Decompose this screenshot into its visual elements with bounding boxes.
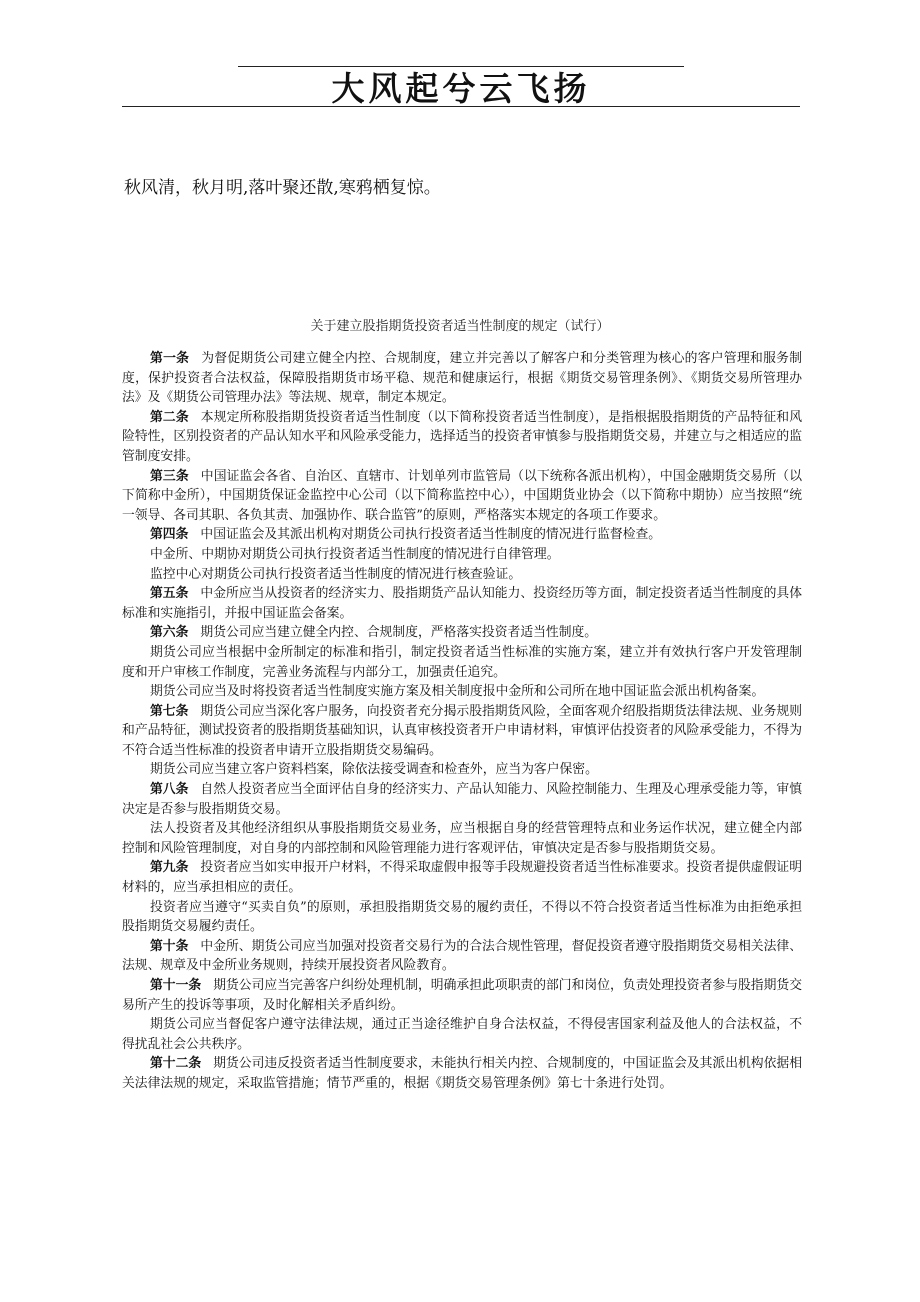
article-paragraph	[122, 976, 802, 1015]
article-text: 为督促期货公司建立健全内控、合规制度，建立并完善以了解客户和分类管理为核心的客户管理和服务制度，保护投资者合法权益，保障股指期货市场平稳、规范和健康运行，根据《期货交易管理条例》、《期货交易所管理办法》及《期货公司管理办法》等法规、规章，制定本规定。	[122, 351, 803, 406]
article-text: 中金所、期货公司应当加强对投资者交易行为的合法合规性管理，督促投资者遵守股指期货交易相关法律、法规、规章及中金所业务规则，持续开展投资者风险教育。	[122, 938, 803, 974]
article-number: 第一条	[150, 351, 190, 366]
article-text: 期货公司违反投资者适当性制度要求，未能执行相关内控、合规制度的，中国证监会及其派出机构依据相关法律法规的规定，采取监管措施；情节严重的，根据《期货交易管理条例》第七十条进行处罚。	[122, 1056, 803, 1091]
article-sub-paragraph	[122, 760, 802, 780]
article-text: 中金所应当从投资者的经济实力、股指期货产品认知能力、投资经历等方面，制定投资者适当性制度的具体标准和实施指引，并报中国证监会备案。	[122, 586, 803, 621]
article-number: 第九条	[150, 860, 189, 876]
article-number: 第十条	[150, 938, 189, 954]
article-text: 期货公司应当完善客户纠纷处理机制，明确承担此项职责的部门和岗位，负责处理投资者参与股指期货交易所产生的投诉等事项，及时化解相关矛盾纠纷。	[122, 978, 803, 1013]
article-number: 第八条	[150, 782, 189, 798]
article-paragraph	[122, 1054, 802, 1093]
article-text: 本规定所称股指期货投资者适当性制度（以下简称投资者适当性制度），是指根据股指期货的产品特征和风险特性，区别投资者的产品认知水平和风险承受能力，选择适当的投资者审慎参与股指期货交易，并建立与之相适应的监管制度安排。	[122, 409, 802, 464]
article-number: 第三条	[150, 468, 189, 484]
header-banner: 大风起兮云飞扬	[331, 68, 591, 108]
article-text: 期货公司应当及时将投资者适当性制度实施方案及相关制度报中金所和公司所在地中国证监会派出机构备案。	[150, 684, 765, 700]
article-text: 期货公司应当深化客户服务，向投资者充分揭示股指期货风险，全面客观介绍股指期货法律法规、业务规则和产品特征，测试投资者的股指期货基础知识，认真审核投资者开户申请材料，审慎评估投资者的风险承受能力，不得为不符合适当性标准的投资者申请开立股指期货交易编码。	[122, 703, 803, 758]
article-text: 中金所、中期协对期货公司执行投资者适当性制度的情况进行自律管理。	[150, 546, 560, 562]
poem-line: 秋风清，秋月明,落叶聚还散,寒鸦栖复惊。	[124, 178, 441, 198]
article-sub-paragraph	[122, 1015, 802, 1054]
article-text: 监控中心对期货公司执行投资者适当性制度的情况进行核查验证。	[150, 566, 522, 582]
article-number: 第十一条	[150, 978, 202, 993]
article-text: 期货公司应当建立健全内控、合规制度，严格落实投资者适当性制度。	[200, 625, 598, 641]
article-text: 期货公司应当根据中金所制定的标准和指引，制定投资者适当性标准的实施方案，建立并有效执行客户开发管理制度和开户审核工作制度，完善业务流程与内部分工，加强责任追究。	[122, 644, 802, 680]
article-paragraph	[122, 858, 802, 897]
article-sub-paragraph	[122, 565, 802, 585]
article-text: 期货公司应当建立客户资料档案，除依法接受调查和检查外，应当为客户保密。	[150, 762, 598, 778]
article-paragraph	[122, 525, 802, 545]
article-sub-paragraph	[122, 643, 802, 682]
article-paragraph	[122, 467, 802, 526]
article-paragraph	[122, 702, 802, 761]
article-number: 第十二条	[150, 1056, 202, 1072]
article-paragraph	[122, 349, 802, 408]
article-paragraph	[122, 584, 802, 623]
article-text: 中国证监会及其派出机构对期货公司执行投资者适当性制度的情况进行监督检查。	[200, 527, 662, 543]
header-rule-bottom	[122, 106, 800, 107]
document-title: 关于建立股指期货投资者适当性制度的规定（试行）	[310, 319, 610, 334]
article-sub-paragraph	[122, 898, 802, 937]
article-text: 法人投资者及其他经济组织从事股指期货交易业务，应当根据自身的经营管理特点和业务运作状况，建立健全内部控制和风险管理制度，对自身的内部控制和风险管理能力进行客观评估，审慎决定是否参与股指期货交易。	[122, 821, 802, 856]
article-number: 第四条	[150, 527, 189, 543]
article-sub-paragraph	[122, 682, 802, 702]
article-number: 第二条	[150, 409, 189, 425]
article-text: 中国证监会各省、自治区、直辖市、计划单列市监管局（以下统称各派出机构），中国金融期货交易所（以下简称中金所），中国期货保证金监控中心公司（以下简称监控中心），中国期货业协会（以下简称中期协）应当按照“统一领导、各司其职、各负其责、加强协作、联合监管”的原则，严格落实本规定的各项工作要求。	[122, 468, 802, 523]
article-paragraph	[122, 623, 802, 643]
article-paragraph	[122, 937, 802, 976]
article-sub-paragraph	[122, 545, 802, 565]
article-text: 期货公司应当督促客户遵守法律法规，通过正当途径维护自身合法权益，不得侵害国家利益及他人的合法权益，不得扰乱社会公共秩序。	[122, 1017, 802, 1052]
article-number: 第六条	[150, 625, 189, 641]
article-paragraph	[122, 408, 802, 467]
article-paragraph	[122, 780, 802, 819]
article-text: 自然人投资者应当全面评估自身的经济实力、产品认知能力、风险控制能力、生理及心理承受能力等，审慎决定是否参与股指期货交易。	[122, 782, 803, 817]
article-text: 投资者应当遵守“买卖自负”的原则，承担股指期货交易的履约责任，不得以不符合投资者适当性标准为由拒绝承担股指期货交易履约责任。	[122, 899, 802, 935]
article-sub-paragraph	[122, 819, 802, 858]
article-number: 第七条	[150, 703, 189, 719]
article-number: 第五条	[150, 586, 189, 602]
document-body	[122, 349, 802, 1094]
article-text: 投资者应当如实申报开户材料，不得采取虚假申报等手段规避投资者适当性标准要求。投资者提供虚假证明材料的，应当承担相应的责任。	[122, 860, 803, 896]
